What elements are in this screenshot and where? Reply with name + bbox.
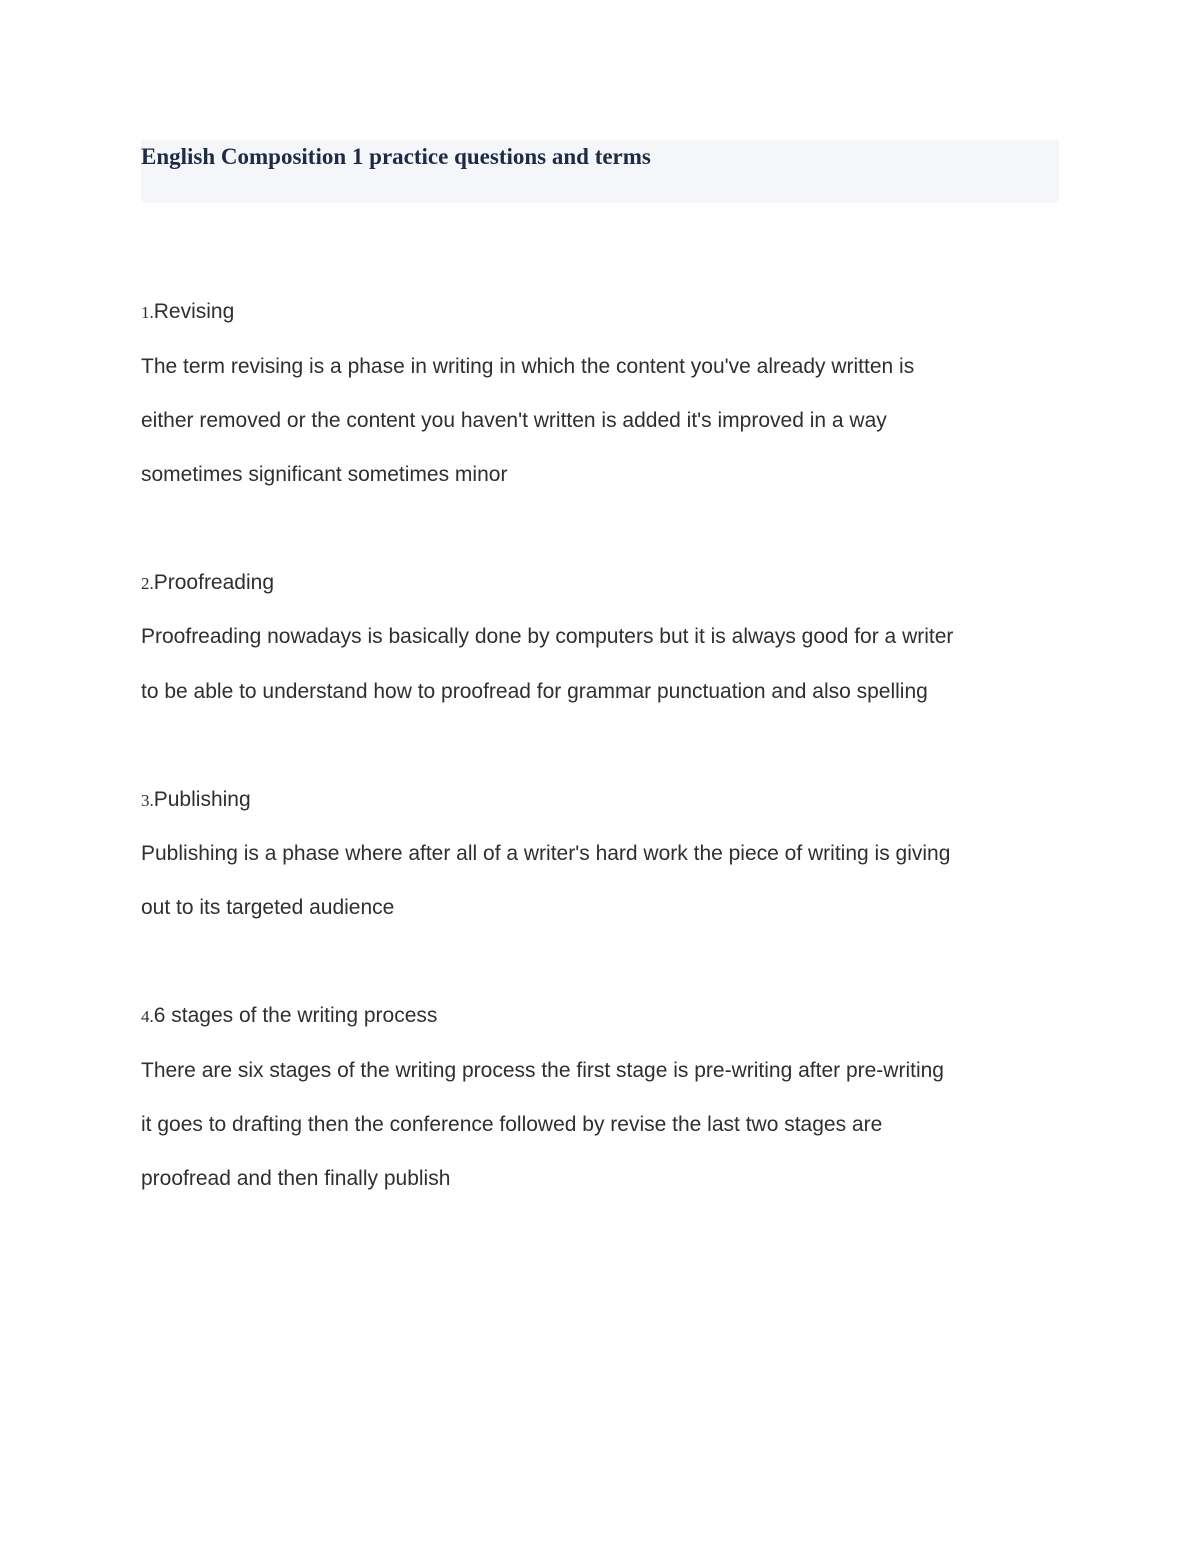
paragraph-line: There are six stages of the writing process the first stage is pre-writing after pre-writing bbox=[141, 1059, 944, 1082]
section-title: Publishing bbox=[153, 788, 251, 811]
section-heading bbox=[141, 568, 1071, 599]
section-number: 1. bbox=[141, 303, 154, 322]
paragraph-line: The term revising is a phase in writing in which the content you've already written is bbox=[141, 355, 915, 378]
section-writing-stages bbox=[141, 1001, 1071, 1190]
section-title: Proofreading bbox=[153, 571, 274, 594]
section-heading bbox=[141, 297, 1071, 328]
section-number: 3. bbox=[141, 791, 154, 810]
paragraph-line: Proofreading nowadays is basically done by computers but it is always good for a writer bbox=[141, 625, 954, 648]
section-title: Revising bbox=[153, 300, 235, 323]
section-proofreading bbox=[141, 568, 1071, 703]
paragraph-line: Publishing is a phase where after all of a writer's hard work the piece of writing is giving bbox=[141, 842, 951, 865]
section-publishing bbox=[141, 785, 1071, 919]
document-title: English Composition 1 practice questions and terms bbox=[141, 144, 651, 169]
paragraph-line: it goes to drafting then the conference followed by revise the last two stages are bbox=[141, 1113, 883, 1136]
paragraph-line: sometimes significant sometimes minor bbox=[141, 463, 508, 486]
section-heading bbox=[141, 1001, 1071, 1032]
section-heading bbox=[141, 785, 1071, 816]
section-number: 2. bbox=[141, 574, 154, 593]
paragraph-line: proofread and then finally publish bbox=[141, 1167, 451, 1190]
title-banner bbox=[141, 140, 1059, 203]
paragraph-line: either removed or the content you haven't written is added it's improved in a way bbox=[141, 409, 887, 432]
section-title: 6 stages of the writing process bbox=[153, 1004, 438, 1027]
paragraph-line: out to its targeted audience bbox=[141, 896, 395, 919]
section-revising bbox=[141, 297, 1071, 486]
paragraph-line: to be able to understand how to proofread for grammar punctuation and also spelling bbox=[141, 680, 928, 703]
section-number: 4. bbox=[141, 1007, 154, 1026]
